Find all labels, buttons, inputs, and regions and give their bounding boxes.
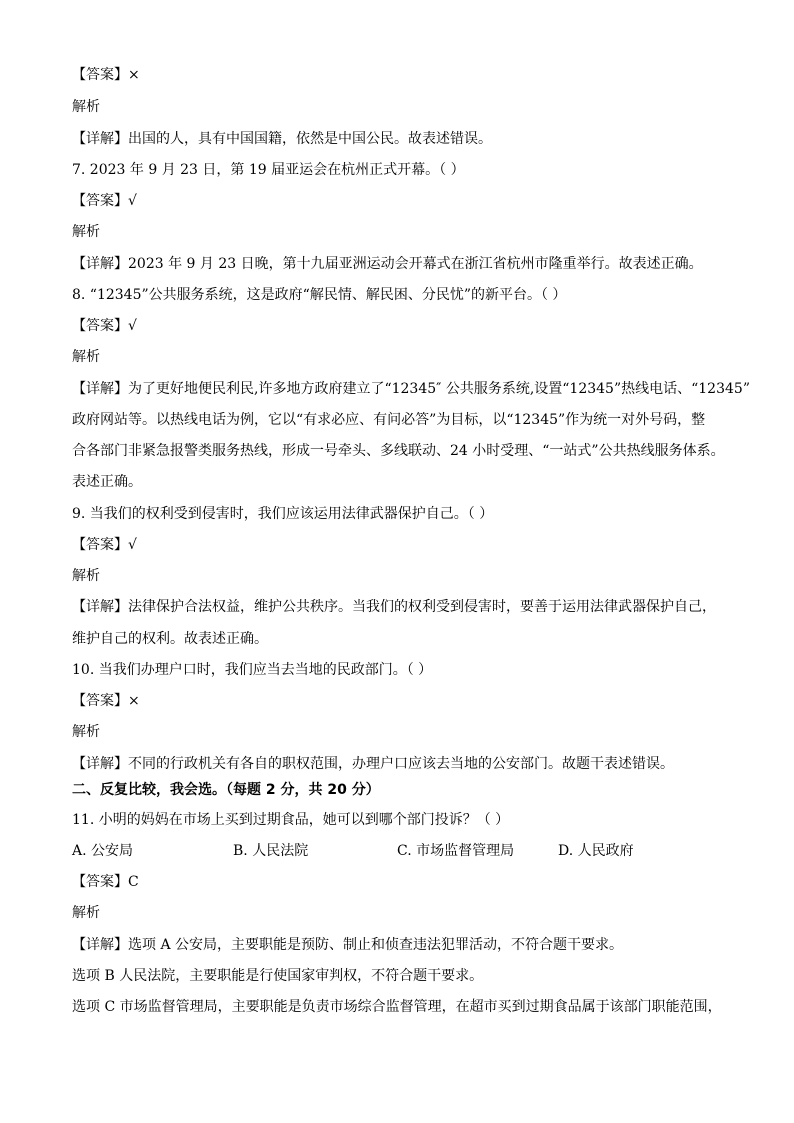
- analysis-label: 解析: [72, 349, 100, 365]
- option-c: C. 市场监督管理局: [397, 843, 515, 859]
- analysis-label: 解析: [72, 568, 100, 584]
- option-a: A. 公安局: [72, 843, 134, 859]
- question-8: 8. “12345”公共服务系统，这是政府“解民情、解民困、分民忧”的新平台。（ ）: [72, 287, 567, 303]
- answer-label: 【答案】√: [72, 318, 137, 334]
- question-11: 11. 小明的妈妈在市场上买到过期食品，她可以到哪个部门投诉？（ ）: [72, 812, 510, 828]
- detail-text: 选项 B 人民法院，主要职能是行使国家审判权，不符合题干要求。: [72, 968, 484, 984]
- detail-text: 政府网站等。以热线电话为例，它以“有求必应、有问必答”为目标，以“12345”作为统一对外号码，整: [72, 412, 706, 428]
- answer-label: 【答案】√: [72, 537, 137, 553]
- analysis-label: 解析: [72, 99, 100, 115]
- answer-label: 【答案】×: [72, 67, 140, 83]
- option-b: B. 人民法院: [233, 843, 309, 859]
- detail-text: 表述正确。: [72, 474, 142, 490]
- option-d: D. 人民政府: [558, 843, 634, 859]
- detail-text: 【详解】2023 年 9 月 23 日晚，第十九届亚洲运动会开幕式在浙江省杭州市隆重举行。故表述正确。: [72, 256, 703, 272]
- question-10: 10. 当我们办理户口时，我们应当去当地的民政部门。（ ）: [72, 662, 433, 678]
- analysis-label: 解析: [72, 224, 100, 240]
- detail-text: 维护自己的权利。故表述正确。: [72, 631, 268, 647]
- question-7: 7. 2023 年 9 月 23 日，第 19 届亚运会在杭州正式开幕。（ ）: [72, 162, 465, 178]
- analysis-label: 解析: [72, 724, 100, 740]
- answer-label: 【答案】×: [72, 693, 140, 709]
- question-9: 9. 当我们的权利受到侵害时，我们应该运用法律武器保护自己。（ ）: [72, 506, 494, 522]
- answer-label: 【答案】√: [72, 193, 137, 209]
- detail-text: 【详解】选项 A 公安局，主要职能是预防、制止和侦查违法犯罪活动，不符合题干要求。: [72, 937, 624, 953]
- detail-text: 【详解】法律保护合法权益，维护公共秩序。当我们的权利受到侵害时，要善于运用法律武器保护自己，: [72, 599, 716, 615]
- detail-text: 【详解】出国的人，具有中国国籍，依然是中国公民。故表述错误。: [72, 131, 492, 147]
- detail-text: 【详解】不同的行政机关有各自的职权范围，办理户口应该去当地的公安部门。故题干表述错误。: [72, 756, 674, 772]
- analysis-label: 解析: [72, 905, 100, 921]
- answer-label: 【答案】C: [72, 874, 139, 890]
- detail-text: 选项 C 市场监督管理局，主要职能是负责市场综合监督管理，在超市买到过期食品属于该部门职能范围，: [72, 999, 722, 1015]
- section-heading: 二、反复比较，我会选。（每题 2 分，共 20 分）: [72, 782, 380, 798]
- detail-text: 【详解】为了更好地便民利民,许多地方政府建立了“12345″ 公共服务系统,设置“12345”热线电话、“12345”: [72, 381, 750, 397]
- detail-text: 合各部门非紧急报警类服务热线，形成一号牵头、多线联动、24 小时受理、“一站式”公共热线服务体系。: [72, 443, 725, 459]
